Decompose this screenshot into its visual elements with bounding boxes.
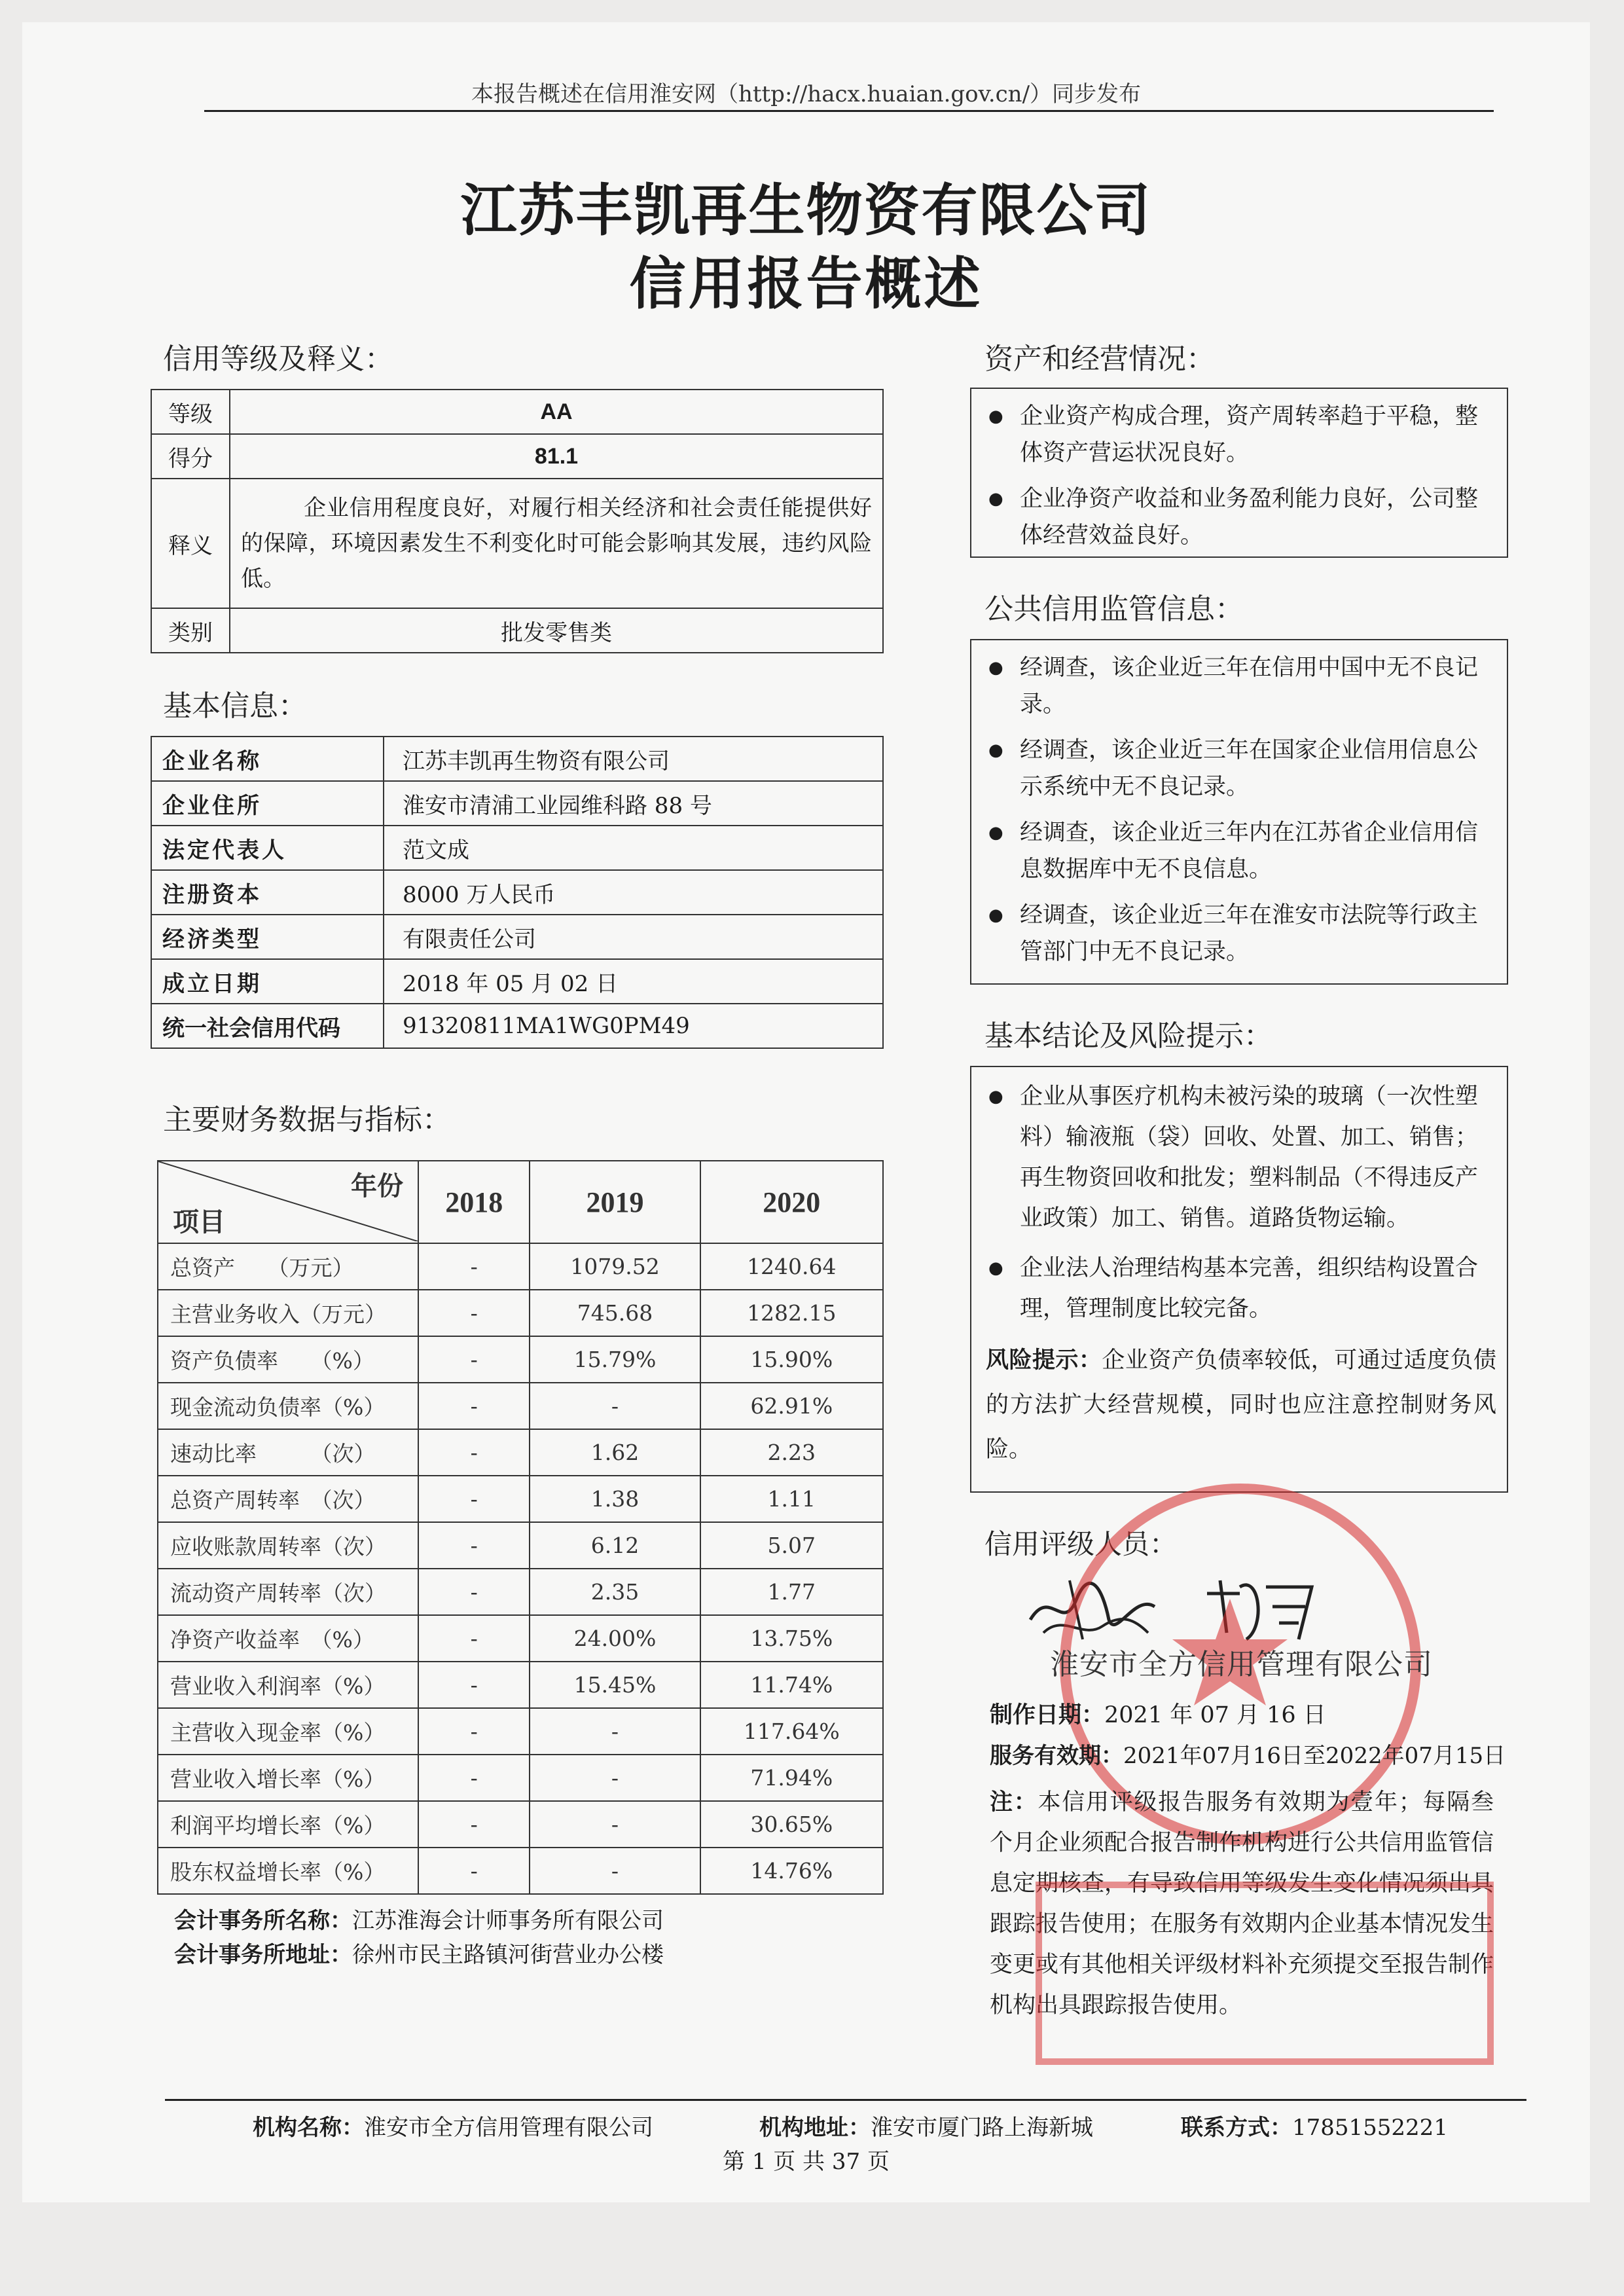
financial-cell: 117.64%: [700, 1708, 883, 1755]
public-credit-box: [970, 639, 1508, 985]
financial-cell: 24.00%: [530, 1615, 700, 1662]
financial-cell: -: [418, 1662, 530, 1708]
firm-addr-line: [174, 1937, 664, 1969]
grade-label: 等级: [151, 390, 230, 434]
financial-row: [158, 1662, 883, 1708]
bullet-icon: ●: [988, 407, 1003, 426]
date-value: 2021 年 07 月 16 日: [1104, 1702, 1326, 1728]
conclusion-heading: 基本结论及风险提示：: [984, 1019, 1272, 1053]
footer-rule: [165, 2099, 1526, 2101]
bullet-icon: ●: [988, 740, 1003, 760]
year-header: 2019: [530, 1161, 700, 1243]
financial-cell: -: [530, 1708, 700, 1755]
basic-label: 统一社会信用代码: [151, 1004, 384, 1048]
financial-cell: -: [418, 1755, 530, 1801]
basic-row: [151, 781, 883, 826]
assets-bullet: ● 企业资产构成合理，资产周转率趋于平稳，整体资产营运状况良好。: [986, 398, 1496, 471]
financial-cell: 745.68: [530, 1290, 700, 1336]
financial-item: 净资产收益率 （%）: [158, 1615, 418, 1662]
corner-cell: [158, 1161, 418, 1243]
financial-row: [158, 1569, 883, 1615]
corner-year-label: 年份: [351, 1171, 403, 1201]
financial-row: [158, 1615, 883, 1662]
financial-row: [158, 1243, 883, 1290]
registration-stamp: [1036, 1882, 1494, 2065]
footer-org-label: 机构名称：: [253, 2115, 364, 2141]
risk-note: [986, 1338, 1496, 1472]
financial-row: [158, 1801, 883, 1848]
financial-cell: -: [418, 1476, 530, 1522]
note-label: 注：: [990, 1789, 1038, 1815]
bullet-icon: ●: [988, 1087, 1003, 1106]
basic-row: [151, 826, 883, 870]
financial-cell: 15.79%: [530, 1336, 700, 1383]
bullet-icon: ●: [988, 823, 1003, 843]
footer-org: [253, 2109, 653, 2141]
financial-cell: 1.62: [530, 1429, 700, 1476]
meaning-value: 企业信用程度良好，对履行相关经济和社会责任能提供好的保障，环境因素发生不利变化时可能会影响其发展，违约风险低。: [230, 479, 883, 608]
basic-info-heading: 基本信息：: [163, 689, 307, 723]
financial-row: [158, 1290, 883, 1336]
financial-row: [158, 1522, 883, 1569]
category-row: [151, 608, 883, 653]
report-page: [22, 22, 1590, 2202]
note-text: 本信用评级报告服务有效期为壹年；每隔叁个月企业须配合报告制作机构进行公共信用监管信息定期核查，有导致信用等级发生变化情况须出具跟踪报告使用；在服务有效期内企业基本情况发生变更或有其他相关评级材料补充须提交至报告制作机构出具跟踪报告使用。: [990, 1789, 1494, 2018]
date-label: 制作日期：: [990, 1702, 1105, 1728]
category-label: 类别: [151, 608, 230, 653]
conclusion-box: [970, 1066, 1508, 1493]
footer-contact-label: 联系方式：: [1181, 2115, 1292, 2141]
meaning-row: [151, 479, 883, 608]
meaning-label: 释义: [151, 479, 230, 608]
financial-cell: -: [530, 1848, 700, 1894]
public-credit-bullet: ● 经调查，该企业近三年在国家企业信用信息公示系统中无不良记录。: [986, 732, 1496, 805]
basic-label: 企业住所: [151, 781, 384, 826]
financial-cell: 11.74%: [700, 1662, 883, 1708]
financial-cell: -: [418, 1383, 530, 1429]
financial-table: [157, 1160, 884, 1895]
financial-item: 应收账款周转率（次）: [158, 1522, 418, 1569]
financial-cell: -: [418, 1801, 530, 1848]
financial-cell: 62.91%: [700, 1383, 883, 1429]
basic-value: 91320811MA1WG0PM49: [384, 1004, 883, 1048]
financial-cell: 30.65%: [700, 1801, 883, 1848]
financial-cell: 1240.64: [700, 1243, 883, 1290]
header-rule: [204, 110, 1494, 112]
firm-name-line: [174, 1903, 664, 1935]
financial-cell: -: [530, 1383, 700, 1429]
bullet-icon: ●: [988, 489, 1003, 509]
financial-item: 营业收入利润率（%）: [158, 1662, 418, 1708]
valid-line: [990, 1738, 1506, 1770]
financial-item: 速动比率 （次）: [158, 1429, 418, 1476]
risk-label: 风险提示：: [986, 1347, 1102, 1374]
basic-row: [151, 1004, 883, 1048]
grade-row: [151, 390, 883, 434]
report-title: 信用报告概述: [629, 251, 983, 317]
financial-cell: -: [418, 1569, 530, 1615]
page-number: 第 1 页 共 37 页: [723, 2149, 890, 2175]
financial-cell: -: [418, 1522, 530, 1569]
financial-cell: -: [418, 1243, 530, 1290]
credit-grade-table: [151, 389, 884, 653]
financial-item: 主营收入现金率（%）: [158, 1708, 418, 1755]
financial-cell: -: [530, 1755, 700, 1801]
financial-item: 营业收入增长率（%）: [158, 1755, 418, 1801]
financial-item: 资产负债率 （%）: [158, 1336, 418, 1383]
assets-bullet: ● 企业净资产收益和业务盈利能力良好，公司整体经营效益良好。: [986, 481, 1496, 554]
financial-item: 股东权益增长率（%）: [158, 1848, 418, 1894]
basic-value: 2018 年 05 月 02 日: [384, 959, 883, 1004]
rating-company: 淮安市全方信用管理有限公司: [1050, 1648, 1433, 1681]
basic-info-table: [151, 736, 884, 1049]
financial-cell: 1.38: [530, 1476, 700, 1522]
financial-cell: 71.94%: [700, 1755, 883, 1801]
bullet-icon: ●: [988, 905, 1003, 925]
financial-cell: 14.76%: [700, 1848, 883, 1894]
rating-staff-label: 信用评级人员：: [984, 1528, 1178, 1560]
financial-cell: -: [418, 1615, 530, 1662]
firm-addr-label: 会计事务所地址：: [174, 1942, 352, 1968]
assets-heading: 资产和经营情况：: [984, 342, 1215, 376]
corner-item-label: 项目: [173, 1207, 225, 1237]
firm-addr-value: 徐州市民主路镇河街营业办公楼: [352, 1942, 664, 1968]
financial-item: 总资产 （万元）: [158, 1243, 418, 1290]
score-label: 得分: [151, 434, 230, 479]
financial-item: 利润平均增长率（%）: [158, 1801, 418, 1848]
basic-row: [151, 737, 883, 781]
basic-value: 淮安市清浦工业园维科路 88 号: [384, 781, 883, 826]
score-row: [151, 434, 883, 479]
financial-row: [158, 1383, 883, 1429]
financial-cell: -: [418, 1290, 530, 1336]
credit-grade-heading: 信用等级及释义：: [163, 342, 393, 376]
basic-label: 经济类型: [151, 915, 384, 959]
public-credit-heading: 公共信用监管信息：: [984, 592, 1244, 626]
basic-label: 成立日期: [151, 959, 384, 1004]
firm-name-value: 江苏淮海会计师事务所有限公司: [352, 1908, 664, 1934]
financial-item: 流动资产周转率（次）: [158, 1569, 418, 1615]
footer-contact: [1181, 2109, 1448, 2141]
basic-row: [151, 870, 883, 915]
financial-cell: -: [418, 1429, 530, 1476]
financial-cell: 2.35: [530, 1569, 700, 1615]
basic-value: 范文成: [384, 826, 883, 870]
assets-box: [970, 388, 1508, 558]
financial-cell: 1.77: [700, 1569, 883, 1615]
financial-cell: 6.12: [530, 1522, 700, 1569]
basic-value: 江苏丰凯再生物资有限公司: [384, 737, 883, 781]
financial-heading: 主要财务数据与指标：: [163, 1103, 451, 1137]
financial-cell: 1282.15: [700, 1290, 883, 1336]
category-value: 批发零售类: [230, 608, 883, 653]
public-credit-bullet: ● 经调查，该企业近三年在信用中国中无不良记录。: [986, 649, 1496, 723]
publish-note: 本报告概述在信用淮安网（http://hacx.huaian.gov.cn/）同步发布: [471, 81, 1142, 107]
financial-item: 现金流动负债率（%）: [158, 1383, 418, 1429]
basic-value: 8000 万人民币: [384, 870, 883, 915]
financial-row: [158, 1476, 883, 1522]
financial-cell: -: [418, 1708, 530, 1755]
conclusion-bullet: ● 企业法人治理结构基本完善，组织结构设置合理，管理制度比较完备。: [986, 1248, 1496, 1329]
grade-value: AA: [230, 390, 883, 434]
footer-contact-value: 17851552221: [1292, 2115, 1448, 2141]
basic-label: 企业名称: [151, 737, 384, 781]
basic-row: [151, 959, 883, 1004]
basic-label: 法定代表人: [151, 826, 384, 870]
bullet-icon: ●: [988, 1258, 1003, 1278]
footer-addr-label: 机构地址：: [759, 2115, 871, 2141]
footer-org-value: 淮安市全方信用管理有限公司: [364, 2115, 653, 2141]
year-header: 2018: [418, 1161, 530, 1243]
financial-cell: 13.75%: [700, 1615, 883, 1662]
financial-row: [158, 1848, 883, 1894]
financial-row: [158, 1755, 883, 1801]
footer-addr: [759, 2109, 1093, 2141]
financial-cell: 15.45%: [530, 1662, 700, 1708]
financial-item: 主营业务收入（万元）: [158, 1290, 418, 1336]
financial-row: [158, 1429, 883, 1476]
date-line: [990, 1697, 1326, 1730]
financial-cell: 5.07: [700, 1522, 883, 1569]
financial-cell: -: [418, 1336, 530, 1383]
footer-addr-value: 淮安市厦门路上海新城: [871, 2115, 1093, 2141]
financial-cell: 2.23: [700, 1429, 883, 1476]
financial-row: [158, 1336, 883, 1383]
firm-name-label: 会计事务所名称：: [174, 1908, 352, 1934]
financial-row: [158, 1708, 883, 1755]
bullet-icon: ●: [988, 658, 1003, 678]
public-credit-bullet: ● 经调查，该企业近三年在淮安市法院等行政主管部门中无不良记录。: [986, 897, 1496, 970]
conclusion-bullet: ● 企业从事医疗机构未被污染的玻璃（一次性塑料）输液瓶（袋）回收、处置、加工、销售；再生物资回收和批发；塑料制品（不得违反产业政策）加工、销售。道路货物运输。: [986, 1076, 1496, 1239]
basic-label: 注册资本: [151, 870, 384, 915]
financial-cell: -: [530, 1801, 700, 1848]
year-header: 2020: [700, 1161, 883, 1243]
financial-cell: 15.90%: [700, 1336, 883, 1383]
valid-label: 服务有效期：: [990, 1743, 1123, 1769]
public-credit-bullet: ● 经调查，该企业近三年内在江苏省企业信用信息数据库中无不良信息。: [986, 814, 1496, 888]
basic-value: 有限责任公司: [384, 915, 883, 959]
financial-cell: 1079.52: [530, 1243, 700, 1290]
financial-header-row: [158, 1161, 883, 1243]
valid-value: 2021年07月16日至2022年07月15日: [1123, 1743, 1506, 1769]
basic-row: [151, 915, 883, 959]
risk-text: 企业资产负债率较低，可通过适度负债的方法扩大经营规模，同时也应注意控制财务风险。: [986, 1347, 1496, 1463]
financial-cell: 1.11: [700, 1476, 883, 1522]
financial-item: 总资产周转率 （次）: [158, 1476, 418, 1522]
score-value: 81.1: [230, 434, 883, 479]
financial-cell: -: [418, 1848, 530, 1894]
company-title: 江苏丰凯再生物资有限公司: [460, 178, 1152, 244]
